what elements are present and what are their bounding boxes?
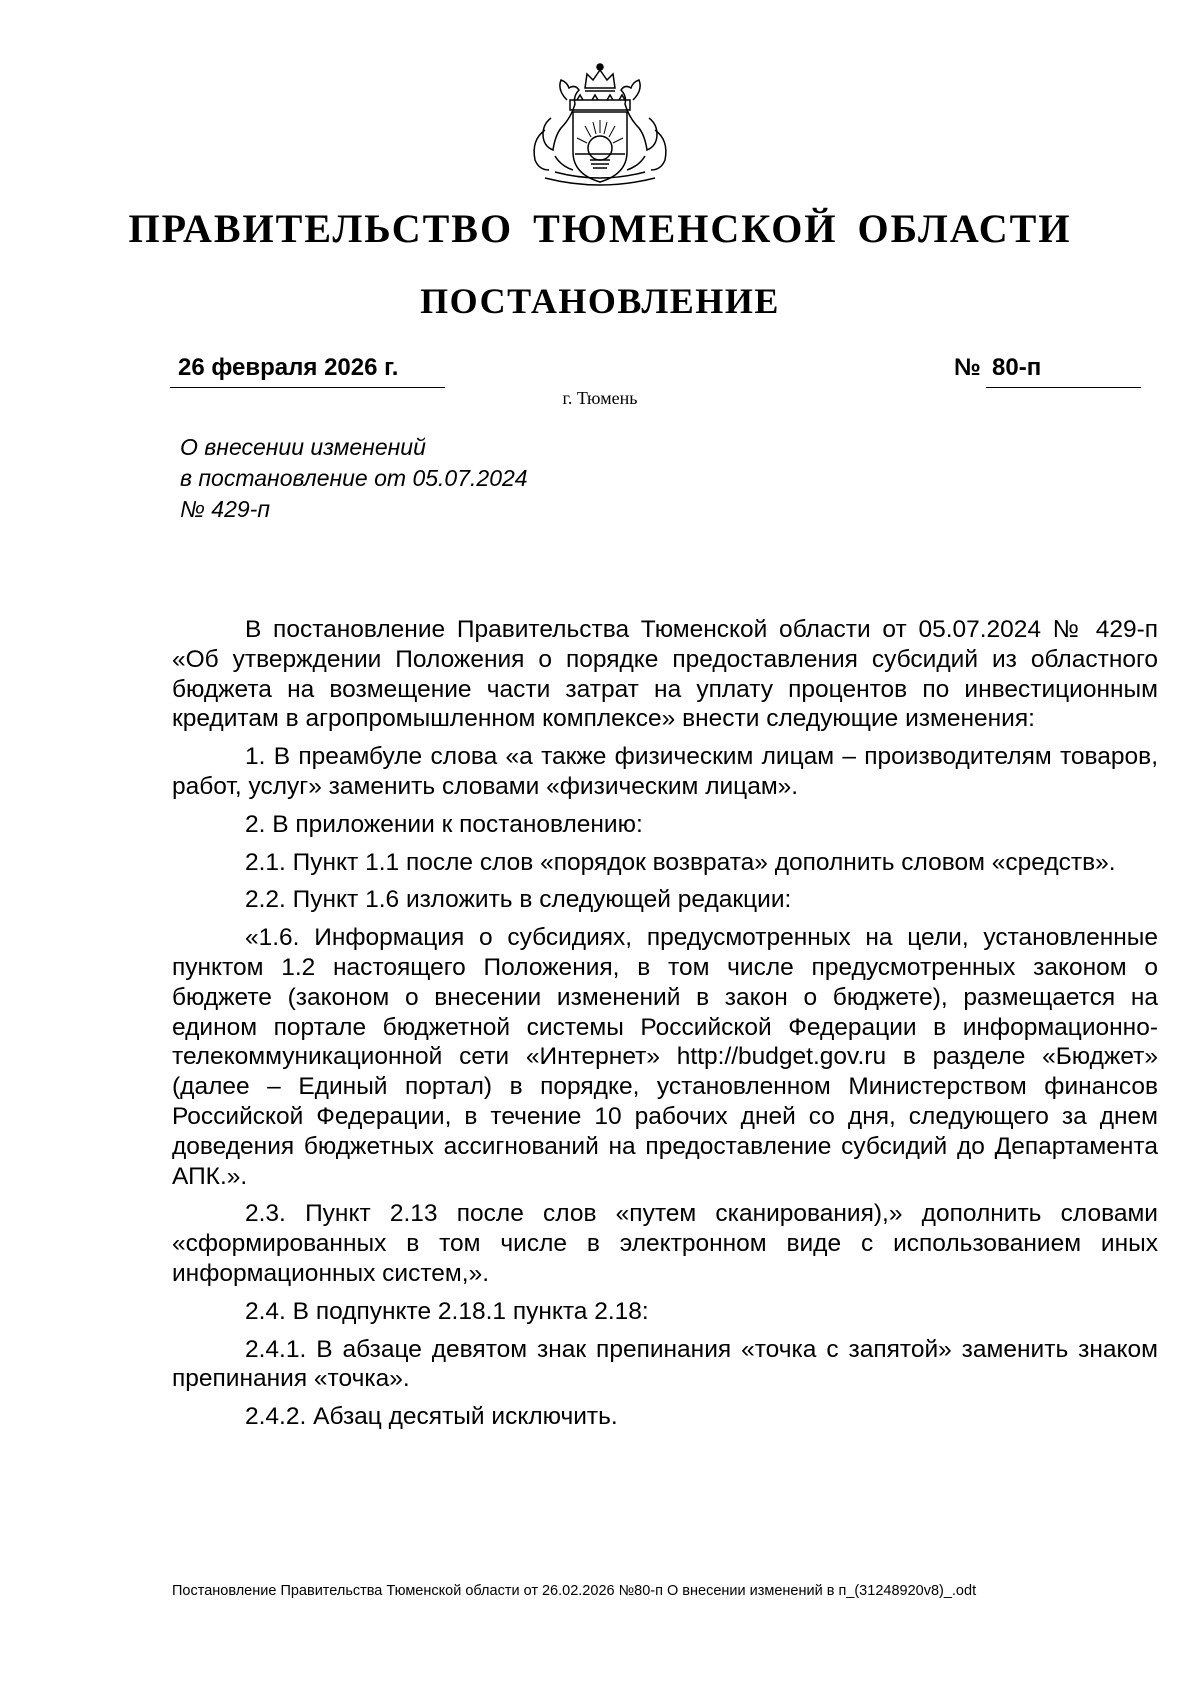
body-paragraph: 2.1. Пункт 1.1 после слов «порядок возврата» дополнить словом «средств». — [245, 848, 1116, 876]
page-footer: Постановление Правительства Тюменской области от 26.02.2026 №80-п О внесении изменений в п_(31248920v8)_.odt — [172, 1583, 977, 1599]
subject-line: в постановление от 05.07.2024 — [180, 465, 528, 491]
document-number: 80-п — [986, 352, 1141, 388]
coat-of-arms-icon — [515, 60, 685, 190]
body-paragraph: 2. В приложении к постановлению: — [245, 810, 643, 838]
number-sign: № — [954, 354, 981, 381]
document-subject — [180, 432, 528, 525]
document-date: 26 февраля 2026 г. — [170, 352, 445, 388]
government-title: ПРАВИТЕЛЬСТВО ТЮМЕНСКОЙ ОБЛАСТИ — [128, 206, 1072, 251]
city: г. Тюмень — [562, 388, 638, 408]
body-paragraph: 1. В преамбуле слова «а также физическим лицам – производителям товаров, работ, услуг» заменить словами «физическим лицам». — [172, 743, 1158, 800]
body-paragraph: В постановление Правительства Тюменской области от 05.07.2024 № 429-п «Об утверждении Положения о порядке предоставления субсидий из областного бюджета на возмещение части затрат на уплату процентов по инвестиционным кредитам в агропромышленном комплексе» внести следующие изменения: — [172, 616, 1158, 733]
body-paragraph: 2.4.1. В абзаце девятом знак препинания «точка с запятой» заменить знаком препинания «точка». — [172, 1335, 1158, 1393]
body-paragraph: 2.2. Пункт 1.6 изложить в следующей редакции: — [245, 886, 792, 914]
document-body — [172, 615, 1158, 1440]
body-paragraph: 2.4.2. Абзац десятый исключить. — [245, 1403, 618, 1431]
body-paragraph: 2.4. В подпункте 2.18.1 пункта 2.18: — [245, 1297, 649, 1325]
body-paragraph: 2.3. Пункт 2.13 после слов «путем сканирования),» дополнить словами «сформированных в том числе в электронном виде с использованием иных информационных систем,». — [172, 1200, 1158, 1287]
document-number-block — [954, 352, 1141, 388]
subject-line: О внесении изменений — [180, 434, 426, 460]
subject-line: № 429-п — [180, 496, 270, 522]
body-paragraph: «1.6. Информация о субсидиях, предусмотренных на цели, установленные пунктом 1.2 настоящего Положения, в том числе предусмотренных законом о бюджете (законом о внесении изменений в закон о бюджете), размещается на едином портале бюджетной системы Российской Федерации в информационно-телекоммуникационной сети «Интернет» http://budget.gov.ru в разделе «Бюджет» (далее – Единый портал) в порядке, установленном Министерством финансов Российской Федерации, в течение 10 рабочих дней со дня, следующего за днем доведения бюджетных ассигнований на предоставление субсидий до Департамента АПК.». — [172, 924, 1158, 1190]
document-type: ПОСТАНОВЛЕНИЕ — [420, 281, 780, 321]
